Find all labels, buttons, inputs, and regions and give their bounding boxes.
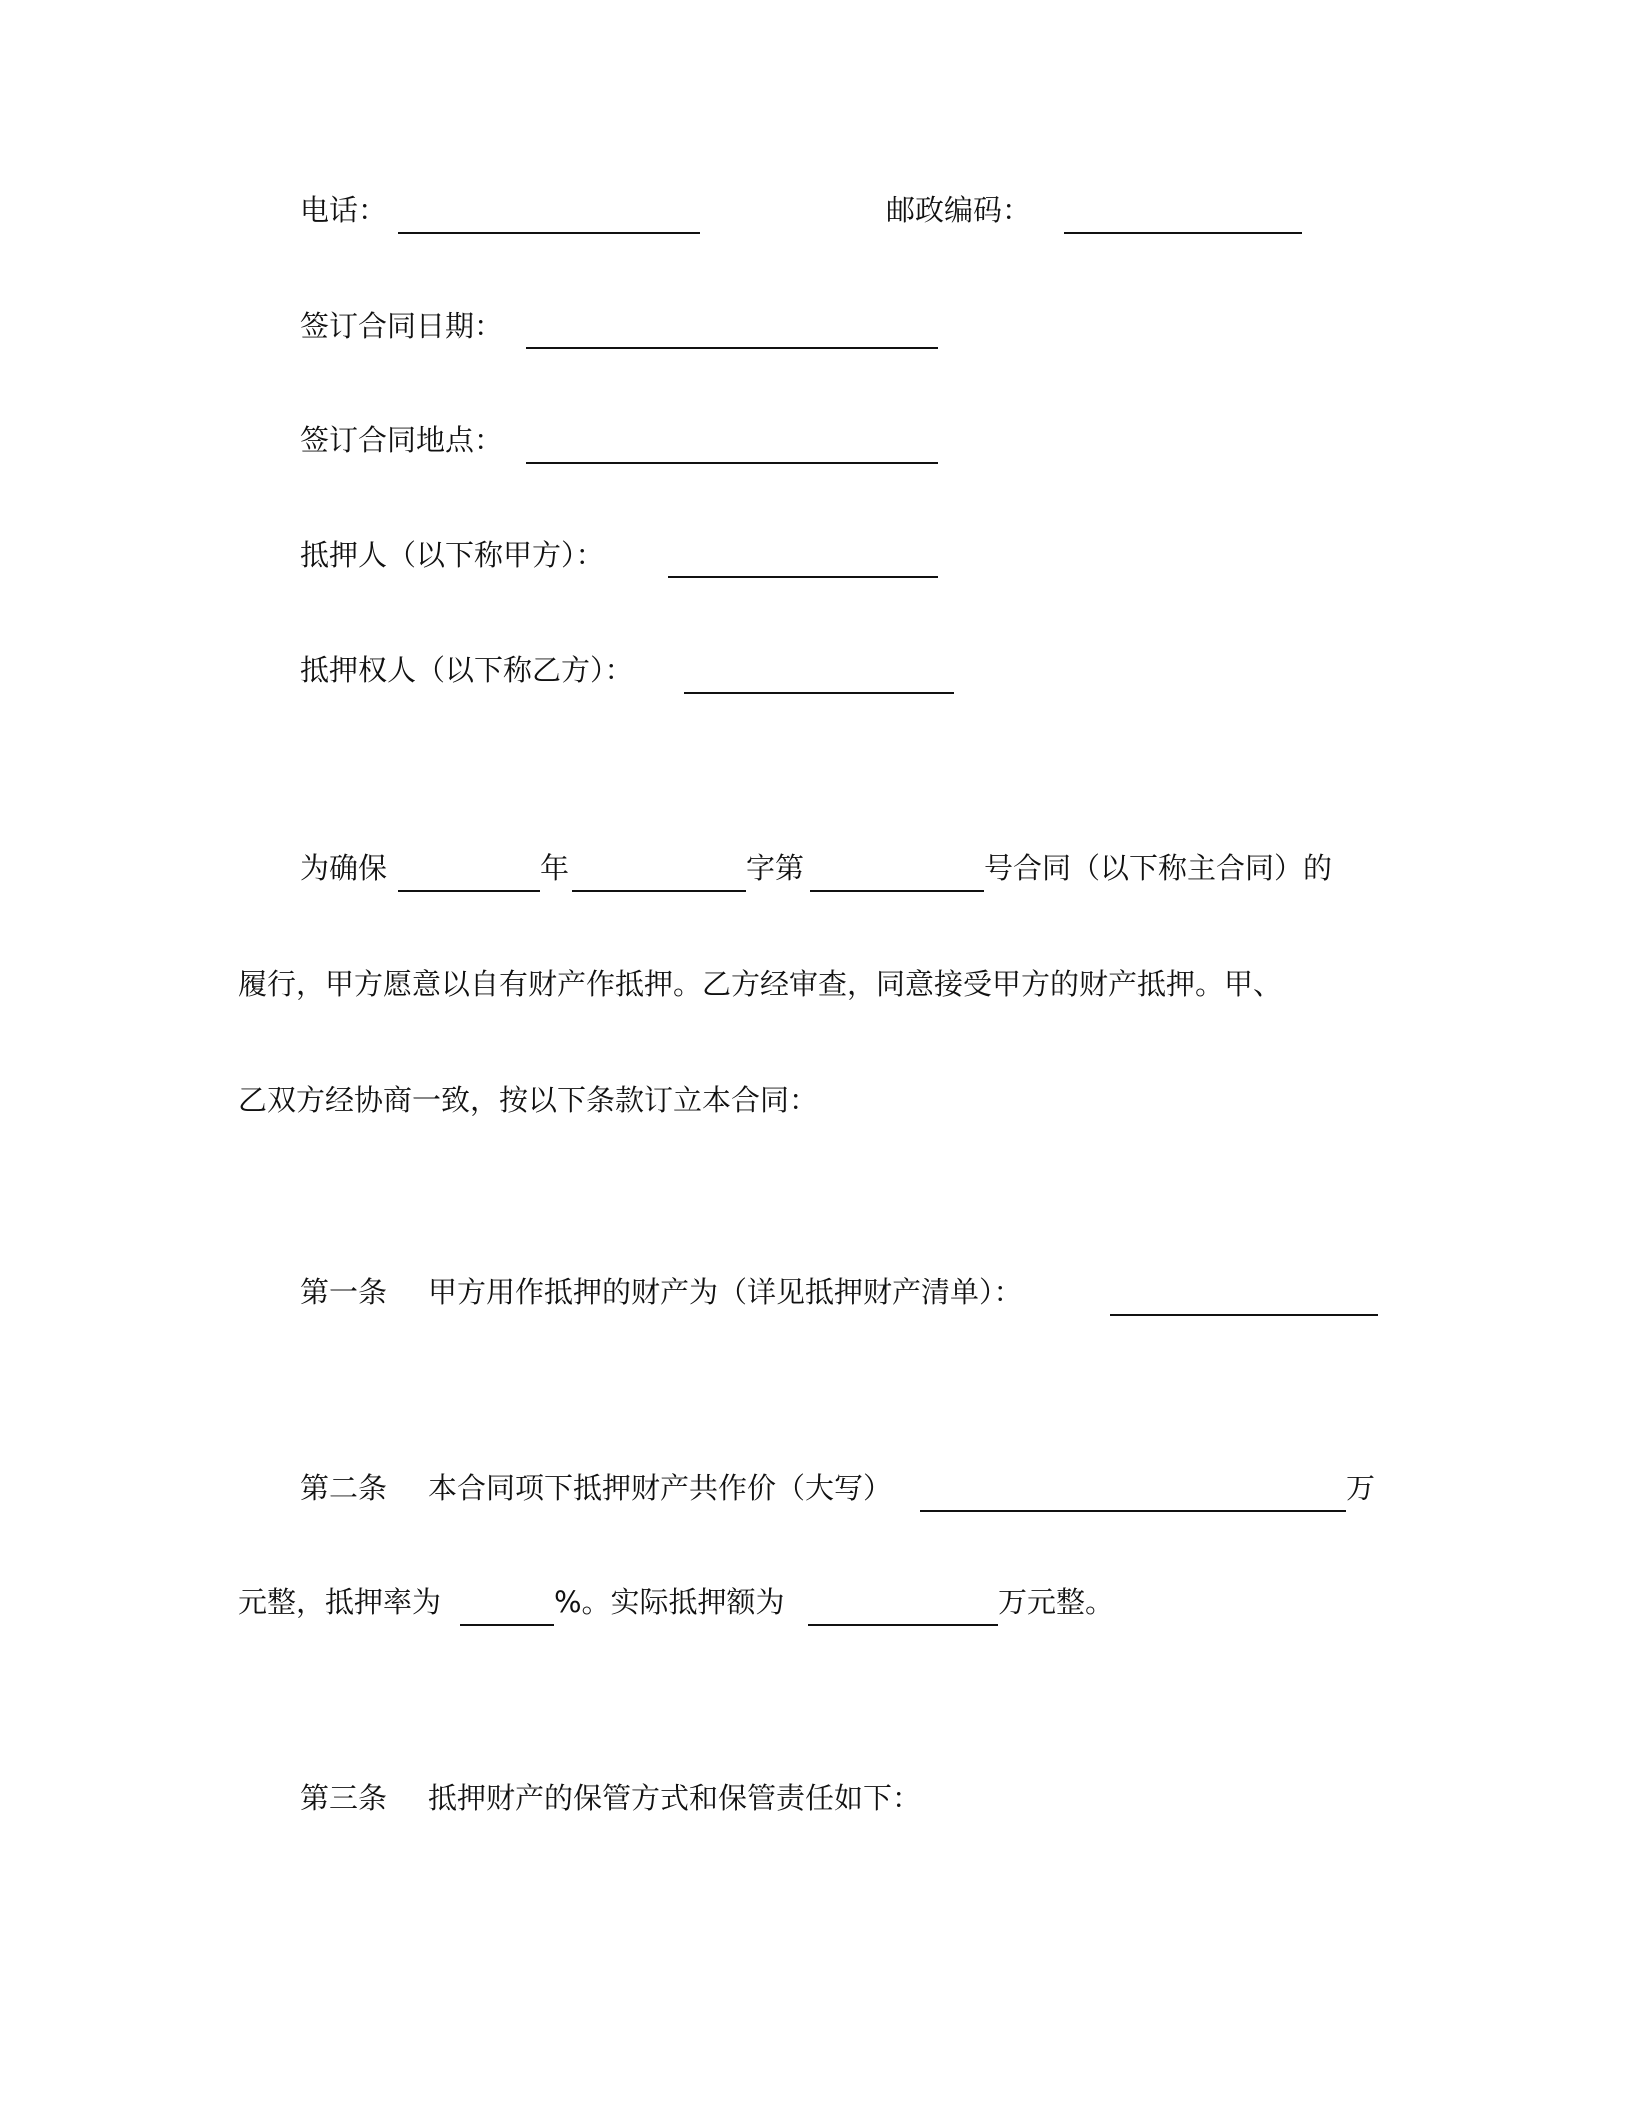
intro-part4: 号合同（以下称主合同）的 (984, 851, 1333, 885)
intro-line3: 乙双方经协商一致，按以下条款订立本合同： (238, 1083, 819, 1117)
mortgagee-label: 抵押权人（以下称乙方）： (300, 653, 634, 687)
phone-label: 电话： (300, 193, 388, 227)
mortgagee-blank[interactable] (684, 692, 954, 694)
phone-blank[interactable] (398, 232, 700, 234)
article2-line2-part2: %。实际抵押额为 (554, 1585, 785, 1619)
intro-char-blank[interactable] (572, 890, 746, 892)
postal-code-blank[interactable] (1064, 232, 1302, 234)
article2-rate-blank[interactable] (460, 1624, 554, 1626)
intro-number-blank[interactable] (810, 890, 984, 892)
sign-date-label: 签订合同日期： (300, 309, 504, 343)
intro-part3: 字第 (746, 851, 805, 885)
article2-text1: 本合同项下抵押财产共作价（大写） (428, 1471, 893, 1505)
article2-line2-part1: 元整，抵押率为 (238, 1585, 442, 1619)
article2-value-blank[interactable] (920, 1510, 1346, 1512)
article2-number: 第二条 (300, 1471, 388, 1505)
article1-number: 第一条 (300, 1275, 388, 1309)
article3-text: 抵押财产的保管方式和保管责任如下： (428, 1781, 922, 1815)
sign-place-label: 签订合同地点： (300, 423, 504, 457)
article1-blank[interactable] (1110, 1314, 1378, 1316)
sign-place-blank[interactable] (526, 462, 938, 464)
article3-number: 第三条 (300, 1781, 388, 1815)
sign-date-blank[interactable] (526, 347, 938, 349)
intro-year-blank[interactable] (398, 890, 540, 892)
article2-line2-part3: 万元整。 (998, 1585, 1115, 1619)
intro-part1: 为确保 (300, 851, 388, 885)
intro-line2: 履行，甲方愿意以自有财产作抵押。乙方经审查，同意接受甲方的财产抵押。甲、 (238, 967, 1283, 1001)
mortgagor-label: 抵押人（以下称甲方）： (300, 538, 605, 572)
mortgagor-blank[interactable] (668, 576, 938, 578)
postal-code-label: 邮政编码： (886, 193, 1032, 227)
article2-amount-blank[interactable] (808, 1624, 998, 1626)
intro-part2: 年 (540, 851, 570, 885)
article2-text2: 万 (1346, 1471, 1376, 1505)
article1-text: 甲方用作抵押的财产为（详见抵押财产清单）： (428, 1275, 1023, 1309)
